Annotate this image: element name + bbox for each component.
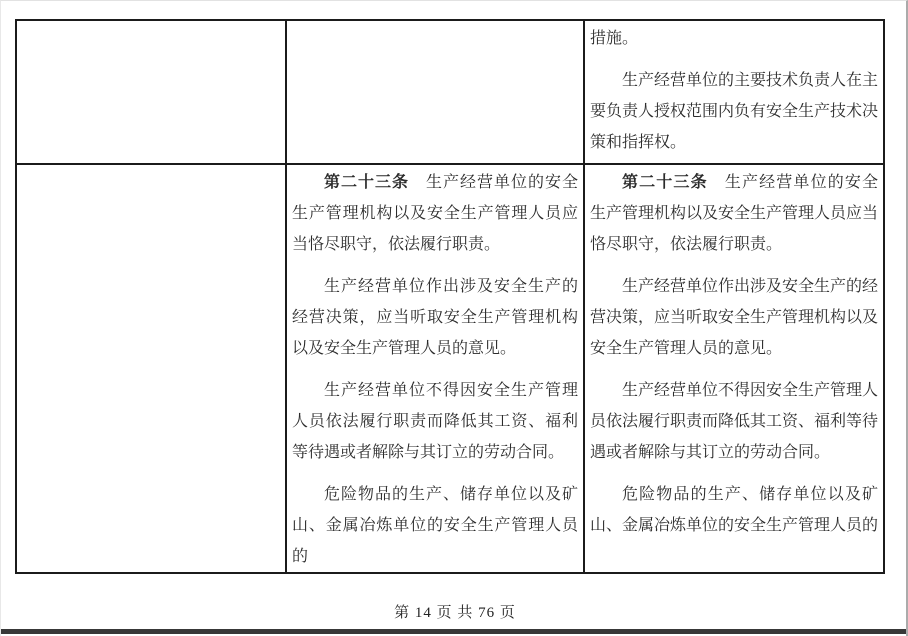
table-row	[16, 164, 884, 573]
page-number: 第 14 页 共 76 页	[394, 605, 516, 621]
cell-row1-col1-empty	[16, 20, 286, 164]
law-comparison-table	[15, 19, 885, 574]
cell-row1-col3	[584, 20, 884, 164]
paragraph-truncated: 危险物品的生产、储存单位以及矿山、金属冶炼单位的安全生产管理人员的	[292, 486, 578, 565]
page-bottom-edge	[1, 629, 908, 634]
cell-row2-col3-current	[584, 164, 884, 573]
cell-row2-col2-revised	[286, 164, 584, 573]
article-paragraph	[292, 167, 578, 260]
article-paragraph	[590, 167, 878, 260]
paragraph: 生产经营单位不得因安全生产管理人员依法履行职责而降低其工资、福利等待遇或者解除与其订立的劳动合同。	[590, 382, 879, 461]
table-row	[16, 20, 884, 164]
paragraph-truncated: 危险物品的生产、储存单位以及矿山、金属冶炼单位的安全生产管理人员的	[590, 486, 879, 534]
revision-paragraph: 生产经营单位的主要技术负责人在主要负责人授权范围内负有安全生产技术决策和指挥权。	[590, 72, 879, 151]
article-body: 生产经营单位的安全生产管理机构以及安全生产管理人员应当恪尽职守，依法履行职责。	[292, 174, 578, 253]
article-number: 第二十三条	[622, 174, 708, 191]
cell-row1-col2-empty	[286, 20, 584, 164]
article-body: 生产经营单位的安全生产管理机构以及安全生产管理人员应当恪尽职守，依法履行职责。	[590, 174, 879, 253]
paragraph: 生产经营单位作出涉及安全生产的经营决策，应当听取安全生产管理机构以及安全生产管理人员的意见。	[292, 278, 578, 357]
carryover-text: 措施。	[590, 30, 639, 47]
cell-row2-col1-empty	[16, 164, 286, 573]
paragraph: 生产经营单位作出涉及安全生产的经营决策，应当听取安全生产管理机构以及安全生产管理人员的意见。	[590, 278, 879, 357]
paragraph: 生产经营单位不得因安全生产管理人员依法履行职责而降低其工资、福利等待遇或者解除与其订立的劳动合同。	[292, 382, 578, 461]
article-number: 第二十三条	[324, 174, 409, 191]
